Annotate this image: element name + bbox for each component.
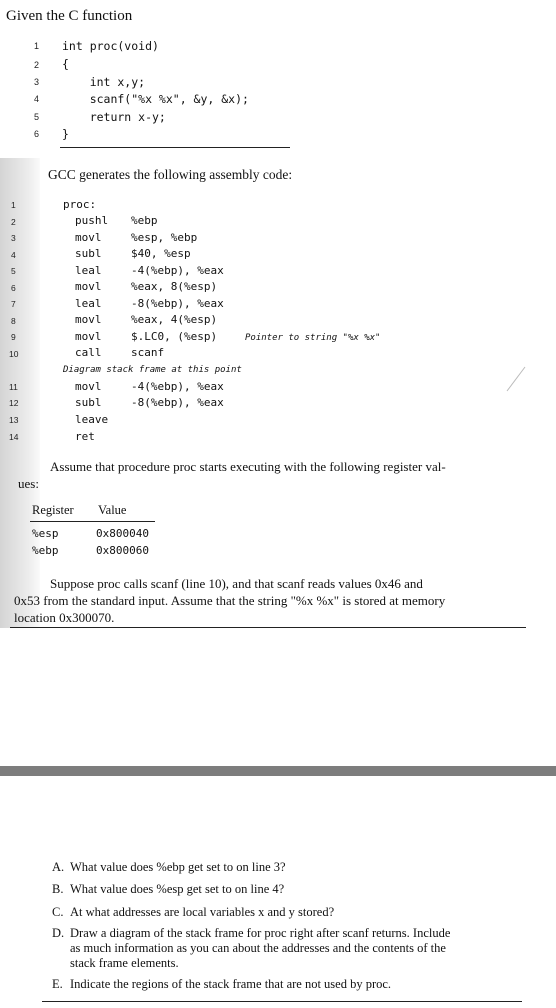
- question-letter: D.: [52, 926, 65, 940]
- table-header-register: Register: [32, 503, 74, 517]
- asm-op: subl: [75, 247, 102, 260]
- table-header-value: Value: [98, 503, 127, 517]
- question-letter: B.: [52, 882, 64, 896]
- question-text: as much information as you can about the addresses and the contents of the: [70, 941, 446, 955]
- assume-text: Assume that procedure proc starts executing with the following register val-: [50, 459, 446, 474]
- line-number: 7: [11, 299, 16, 309]
- line-number: 13: [9, 415, 19, 425]
- asm-op: ret: [75, 430, 95, 443]
- asm-args: %eax, 8(%esp): [131, 280, 218, 293]
- line-number: 12: [9, 398, 19, 408]
- asm-op: movl: [75, 231, 102, 244]
- pen-mark: [505, 365, 527, 393]
- asm-args: %esp, %ebp: [131, 231, 198, 244]
- asm-op: call: [75, 346, 102, 359]
- asm-args: $40, %esp: [131, 247, 191, 260]
- asm-args: -4(%ebp), %eax: [131, 264, 224, 277]
- divider: [60, 147, 290, 148]
- line-number: 4: [34, 94, 40, 104]
- asm-label: proc:: [63, 198, 97, 211]
- question-letter: A.: [52, 860, 65, 874]
- asm-args: %eax, 4(%esp): [131, 313, 218, 326]
- asm-args: -4(%ebp), %eax: [131, 380, 224, 393]
- question-text: Draw a diagram of the stack frame for proc right after scanf returns. Include: [70, 926, 451, 940]
- asm-args: -8(%ebp), %eax: [131, 297, 224, 310]
- divider: [10, 627, 526, 628]
- suppose-text: Suppose proc calls scanf (line 10), and that scanf reads values 0x46 and: [50, 576, 423, 591]
- asm-op: leal: [75, 297, 102, 310]
- line-number: 2: [11, 217, 16, 227]
- asm-comment: Pointer to string "%x %x": [245, 333, 381, 343]
- asm-op: subl: [75, 396, 102, 409]
- asm-op: pushl: [75, 214, 109, 227]
- asm-comment: Diagram stack frame at this point: [63, 365, 242, 375]
- line-number: 9: [11, 332, 16, 342]
- line-number: 5: [34, 112, 40, 122]
- table-cell-register: %esp: [32, 527, 59, 540]
- asm-op: leal: [75, 264, 102, 277]
- c-code-line: }: [62, 127, 69, 141]
- asm-op: movl: [75, 330, 102, 343]
- asm-args: $.LC0, (%esp): [131, 330, 218, 343]
- page-title: Given the C function: [6, 8, 133, 24]
- line-number: 8: [11, 316, 16, 326]
- asm-args: %ebp: [131, 214, 158, 227]
- c-code-line: return x-y;: [62, 110, 166, 124]
- question-text: Indicate the regions of the stack frame that are not used by proc.: [70, 977, 392, 991]
- gcc-intro: GCC generates the following assembly code:: [48, 167, 293, 182]
- line-number: 1: [11, 200, 16, 210]
- table-cell-value: 0x800040: [96, 527, 149, 540]
- table-divider: [30, 521, 155, 522]
- assume-text-cont: ues:: [18, 476, 39, 491]
- asm-args: scanf: [131, 346, 165, 359]
- line-number: 1: [34, 41, 40, 51]
- line-number: 2: [34, 60, 40, 70]
- table-cell-value: 0x800060: [96, 544, 149, 557]
- page-separator: [0, 766, 556, 776]
- gray-margin-band: [0, 158, 40, 628]
- line-number: 5: [11, 266, 16, 276]
- line-number: 4: [11, 250, 16, 260]
- question-letter: C.: [52, 905, 64, 919]
- line-number: 3: [11, 233, 16, 243]
- asm-op: leave: [75, 413, 109, 426]
- divider: [42, 1001, 522, 1002]
- asm-op: movl: [75, 380, 102, 393]
- c-code-line: {: [62, 57, 69, 71]
- asm-args: -8(%ebp), %eax: [131, 396, 224, 409]
- question-letter: E.: [52, 977, 63, 991]
- line-number: 11: [9, 382, 18, 392]
- table-cell-register: %ebp: [32, 544, 59, 557]
- question-text: What value does %ebp get set to on line 3?: [70, 860, 286, 874]
- c-code-line: int x,y;: [62, 75, 146, 89]
- line-number: 14: [9, 432, 19, 442]
- question-text: What value does %esp get set to on line 4?: [70, 882, 285, 896]
- suppose-text: 0x53 from the standard input. Assume that the string "%x %x" is stored at memory: [14, 593, 446, 608]
- line-number: 10: [9, 349, 19, 359]
- suppose-text: location 0x300070.: [14, 610, 115, 625]
- line-number: 3: [34, 77, 40, 87]
- asm-op: movl: [75, 313, 102, 326]
- question-text: At what addresses are local variables x and y stored?: [70, 905, 335, 919]
- asm-op: movl: [75, 280, 102, 293]
- line-number: 6: [11, 283, 16, 293]
- question-text: stack frame elements.: [70, 956, 179, 970]
- line-number: 6: [34, 129, 40, 139]
- c-code-line: scanf("%x %x", &y, &x);: [62, 92, 249, 106]
- c-code-line: int proc(void): [62, 39, 159, 53]
